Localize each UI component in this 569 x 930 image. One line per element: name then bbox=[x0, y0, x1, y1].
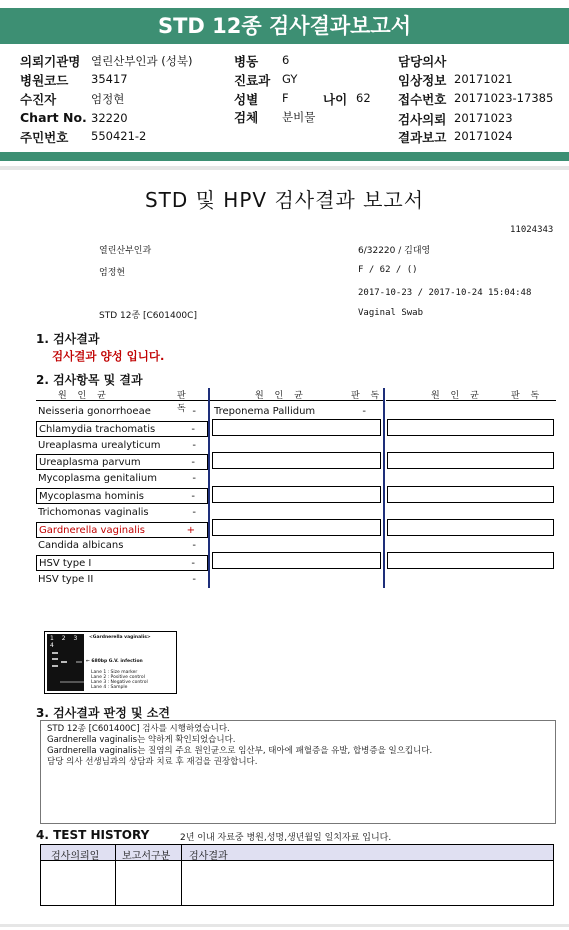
item-result: - bbox=[192, 406, 196, 417]
item-name: Ureaplasma urealyticum bbox=[38, 439, 161, 451]
section2-title: 2. 검사항목 및 결과 bbox=[36, 373, 143, 387]
item-name: Treponema Pallidum bbox=[214, 406, 316, 417]
finding-line: 담당 의사 선생님과의 상담과 치료 후 재검을 권장합니다. bbox=[47, 757, 258, 767]
age-value: 62 bbox=[356, 91, 371, 105]
empty-result-box bbox=[212, 486, 381, 503]
item-name: Chlamydia trachomatis bbox=[39, 423, 156, 435]
item-name: Mycoplasma hominis bbox=[39, 491, 144, 502]
item-hsv-type-i bbox=[36, 555, 208, 571]
report-sex-age: F / 62 / () bbox=[358, 265, 418, 275]
item-result: - bbox=[191, 491, 195, 502]
history-col-type: 보고서구분 bbox=[122, 851, 171, 862]
report-specimen: Vaginal Swab bbox=[358, 308, 424, 318]
chart-value: 32220 bbox=[91, 111, 128, 125]
section1-title: 1. 검사결과 bbox=[36, 332, 100, 346]
patient-value: 엄정현 bbox=[91, 92, 125, 106]
header-organism: 원 인 균 bbox=[58, 391, 110, 401]
request-label: 검사의뢰 bbox=[398, 112, 447, 127]
clinical-label: 임상정보 bbox=[398, 73, 447, 88]
item-name: Candida albicans bbox=[38, 540, 124, 552]
item-chlamydia-trachomatis bbox=[36, 421, 208, 437]
empty-result-box bbox=[387, 519, 554, 536]
header-result: 판 독 bbox=[511, 391, 544, 401]
item-hsv-type-ii bbox=[36, 572, 208, 588]
item-result: - bbox=[192, 473, 196, 485]
empty-result-box bbox=[387, 552, 554, 569]
requester-label: 의뢰기관명 bbox=[20, 54, 81, 69]
item-result: - bbox=[192, 574, 196, 585]
header-organism: 원 인 균 bbox=[431, 391, 483, 401]
item-ureaplasma-parvum bbox=[36, 454, 208, 470]
item-treponema bbox=[212, 404, 378, 420]
item-name: Neisseria gonorrhoeae bbox=[38, 406, 151, 417]
history-table bbox=[40, 844, 554, 906]
hospital-code-value: 35417 bbox=[91, 72, 128, 86]
item-candida-albicans bbox=[36, 538, 208, 554]
receipt-label: 접수번호 bbox=[398, 92, 447, 107]
report-dates: 2017-10-23 / 2017-10-24 15:04:48 bbox=[358, 288, 532, 298]
gel-band-label: ← 680bp G.V. infection bbox=[86, 659, 143, 664]
gel-band bbox=[52, 658, 58, 660]
items-header-col2 bbox=[210, 388, 384, 401]
specimen-label: 검체 bbox=[234, 110, 259, 125]
item-mycoplasma-genitalium bbox=[36, 471, 208, 487]
empty-result-box bbox=[212, 519, 381, 536]
ward-value: 6 bbox=[282, 53, 290, 67]
header-result: 판 독 bbox=[351, 391, 384, 401]
findings-box bbox=[40, 720, 556, 824]
ward-label: 병동 bbox=[234, 54, 259, 69]
gel-band bbox=[61, 661, 67, 663]
item-name: HSV type I bbox=[39, 558, 92, 570]
report-patient: 엄정현 bbox=[99, 268, 126, 278]
finding-line: Gardnerella vaginalis는 약하게 확인되었습니다. bbox=[47, 735, 236, 745]
item-gardnerella-vaginalis bbox=[36, 522, 208, 538]
header-result: 판 독 bbox=[177, 391, 190, 414]
gel-legend-1: Lane 1 : Size marker bbox=[91, 670, 138, 675]
history-col-result: 검사결과 bbox=[189, 851, 228, 862]
header-organism: 원 인 균 bbox=[255, 391, 307, 401]
gel-band bbox=[76, 661, 82, 663]
gel-title: <Gardnerella vaginalis> bbox=[89, 635, 151, 640]
specimen-value: 분비물 bbox=[282, 110, 316, 124]
item-result: + bbox=[186, 524, 195, 536]
clinical-value: 20171021 bbox=[454, 72, 513, 86]
separator bbox=[0, 166, 569, 170]
report-header-title: STD 12종 검사결과보고서 bbox=[0, 8, 569, 44]
sex-label: 성별 bbox=[234, 92, 259, 107]
items-header-col3 bbox=[386, 388, 556, 401]
gel-electrophoresis-figure bbox=[44, 631, 177, 694]
item-mycoplasma-hominis bbox=[36, 488, 208, 504]
chart-label: Chart No. bbox=[20, 110, 87, 125]
document-title: STD 및 HPV 검사결과 보고서 bbox=[144, 188, 425, 212]
item-result: - bbox=[192, 540, 196, 552]
sex-value: F bbox=[282, 91, 289, 105]
age-label: 나이 bbox=[323, 92, 348, 107]
section4-title: 4. TEST HISTORY bbox=[36, 828, 150, 842]
column-divider bbox=[208, 388, 210, 588]
gel-legend-4: Lane 4 : Sample bbox=[91, 685, 128, 690]
id-label: 주민번호 bbox=[20, 130, 69, 145]
dept-label: 진료과 bbox=[234, 73, 271, 88]
gel-band bbox=[52, 665, 58, 667]
footer-line bbox=[0, 924, 569, 927]
patient-label: 수진자 bbox=[20, 92, 57, 107]
header-divider bbox=[0, 152, 569, 161]
gel-band bbox=[52, 652, 58, 654]
gel-image bbox=[47, 634, 84, 691]
document-id: 11024343 bbox=[510, 225, 554, 235]
empty-result-box bbox=[387, 452, 554, 469]
item-result: - bbox=[192, 506, 196, 518]
history-col-date: 검사의뢰일 bbox=[51, 851, 100, 862]
item-result: - bbox=[192, 439, 196, 451]
gel-lane-numbers: 1 2 3 4 bbox=[50, 635, 81, 649]
empty-result-box bbox=[212, 419, 381, 436]
item-name: Trichomonas vaginalis bbox=[38, 506, 149, 518]
report-value: 20171024 bbox=[454, 129, 513, 143]
request-value: 20171023 bbox=[454, 111, 513, 125]
receipt-value: 20171023-17385 bbox=[454, 91, 554, 105]
item-name: HSV type II bbox=[38, 574, 94, 585]
finding-line: Gardnerella vaginalis는 질염의 주요 원인균으로 임산부, 태아에 패혈증을 유발, 합병증을 일으킵니다. bbox=[47, 746, 433, 756]
id-value: 550421-2 bbox=[91, 129, 147, 143]
column-divider bbox=[383, 388, 385, 588]
item-result: - bbox=[191, 457, 195, 469]
hospital-code-label: 병원코드 bbox=[20, 73, 69, 88]
history-note: 2년 이내 자료중 병원,성명,생년월일 일치자료 입니다. bbox=[180, 833, 392, 843]
gel-legend-2: Lane 2 : Positive control bbox=[91, 675, 145, 680]
history-header-row bbox=[41, 845, 553, 861]
history-col-divider bbox=[181, 845, 182, 905]
result-summary: 검사결과 양성 입니다. bbox=[52, 349, 165, 363]
item-trichomonas-vaginalis bbox=[36, 505, 208, 521]
empty-result-box bbox=[212, 552, 381, 569]
item-name: Ureaplasma parvum bbox=[39, 457, 141, 469]
item-ureaplasma-urealyticum bbox=[36, 438, 208, 454]
empty-result-box bbox=[212, 452, 381, 469]
finding-line: STD 12종 [C601400C] 검사를 시행하였습니다. bbox=[47, 724, 230, 734]
empty-result-box bbox=[387, 486, 554, 503]
report-label: 결과보고 bbox=[398, 130, 447, 145]
report-hospital: 열린산부인과 bbox=[99, 246, 152, 256]
report-chart-doctor: 6/32220 / 김대영 bbox=[358, 246, 431, 256]
item-name: Gardnerella vaginalis bbox=[39, 524, 145, 536]
item-result: - bbox=[191, 558, 195, 570]
requester-value: 열린산부인과 (성북) bbox=[91, 54, 193, 68]
doctor-label: 담당의사 bbox=[398, 54, 447, 69]
item-neisseria-gonorrhoeae bbox=[36, 404, 208, 420]
history-col-divider bbox=[115, 845, 116, 905]
gel-band bbox=[60, 681, 84, 683]
report-test: STD 12종 [C601400C] bbox=[99, 311, 197, 321]
item-name: Mycoplasma genitalium bbox=[38, 473, 157, 485]
gel-legend-3: Lane 3 : Negative control bbox=[91, 680, 148, 685]
section3-title: 3. 검사결과 판정 및 소견 bbox=[36, 706, 170, 720]
empty-result-box bbox=[387, 419, 554, 436]
patient-info bbox=[0, 48, 569, 148]
item-result: - bbox=[362, 406, 366, 417]
dept-value: GY bbox=[282, 72, 298, 86]
item-result: - bbox=[191, 423, 195, 435]
